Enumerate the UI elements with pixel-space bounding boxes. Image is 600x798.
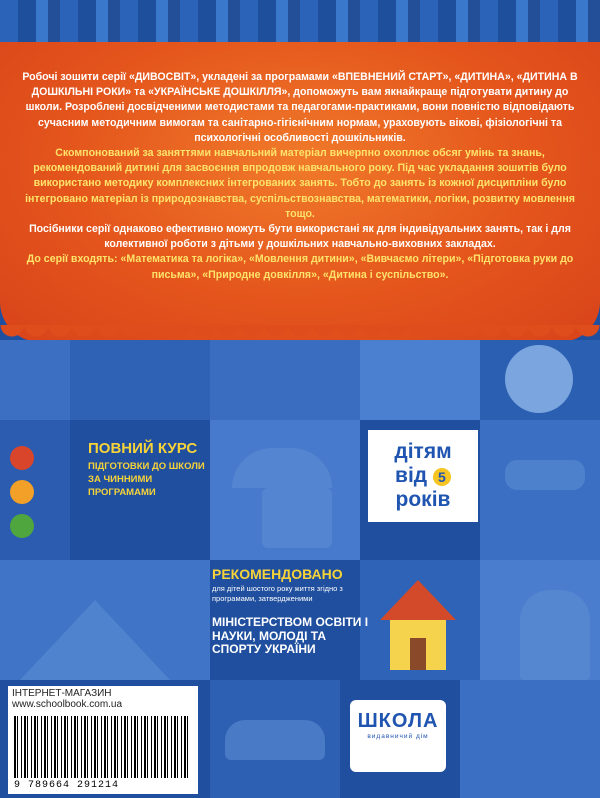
shop-url: www.schoolbook.com.ua — [12, 699, 123, 710]
barcode — [14, 716, 190, 778]
people-icon — [520, 590, 590, 680]
age-line1: дітям — [394, 440, 452, 463]
isbn: 9 789664 291214 — [14, 780, 120, 791]
family-icon — [262, 488, 332, 548]
intro-p3: Посібники серії однаково ефективно можуть бути використані як для індивідуальних занять, так і для колективної роботи з дітьми у дошкільних навчально-виховних закладах. — [29, 223, 571, 251]
shop-label — [8, 686, 198, 712]
shop-title: ІНТЕРНЕТ-МАГАЗИН — [12, 688, 112, 699]
age-line3: років — [395, 488, 451, 511]
tile — [0, 340, 70, 420]
barcode-box — [8, 686, 198, 794]
face-icon-green — [10, 514, 34, 538]
intro-p1: Робочі зошити серії «ДИВОСВІТ», укладені за програмами «ВПЕВНЕНИЙ СТАРТ», «ДИТИНА», «ДИТИНА В ДОШКІЛЬНІ РОКИ» та «УКРАЇНСЬКЕ ДОШКІЛЛЯ», допоможуть вам якнайкраще підготувати дитину до школи. Розроблені досвідченими методистами та педагогами-практиками, вони повністю відповідають сучасним методичним вимогам та санітарно-гігієнічним нормам, ураховують вікові, фізіологічні та психологічні особливості дошкільників. — [22, 71, 578, 144]
course-subtitle: ПІДГОТОВКИ ДО ШКОЛИ ЗА ЧИННИМИ ПРОГРАМАМИ — [88, 461, 205, 498]
face-icon-red — [10, 446, 34, 470]
house-icon — [380, 580, 456, 680]
logo-word: ШКОЛА — [357, 710, 439, 732]
age-line2 — [368, 464, 478, 488]
ministry-text: МІНІСТЕРСТВОМ ОСВІТИ І НАУКИ, МОЛОДІ ТА СПОРТУ УКРАЇНИ — [212, 615, 369, 656]
tile — [210, 340, 360, 420]
logo-sub: видавничий дім — [367, 733, 429, 740]
intro-p2: Скомпонований за заняттями навчальний матеріал вичерпно охоплює обсяг умінь та знань, рекомендований дитині для засвоєння впродовж навчального року. Під час укладання зошитів було використано методику комплексних інтегрованих занять. Тобто до занять із кожної дисципліни було інтегровано матеріал із природознавства, суспільствознавства, математики, логіки, розвитку мовлення тощо. — [25, 147, 575, 220]
tile — [460, 680, 600, 798]
airplane-icon — [505, 460, 585, 490]
publisher-logo — [350, 700, 446, 772]
recommend-sub: для дітей шостого року життя згідно з програмами, затвердженими — [212, 584, 343, 603]
age-from: від — [395, 464, 428, 487]
intro-p4: До серії входять: «Математика та логіка», «Мовлення дитини», «Вивчаємо літери», «Підготовка руки до письма», «Природне довкілля», «Дитина і суспільство». — [26, 253, 574, 281]
course-title: ПОВНИЙ КУРС — [88, 440, 198, 457]
intro-text — [14, 70, 586, 283]
face-icon-orange — [10, 480, 34, 504]
tile — [360, 340, 480, 420]
car-icon — [225, 720, 325, 760]
recommend-title: РЕКОМЕНДОВАНО — [212, 566, 343, 582]
globe-icon — [505, 345, 573, 413]
age-badge — [368, 430, 478, 522]
tile — [480, 420, 600, 560]
tile — [70, 340, 210, 420]
age-number: 5 — [433, 468, 451, 486]
